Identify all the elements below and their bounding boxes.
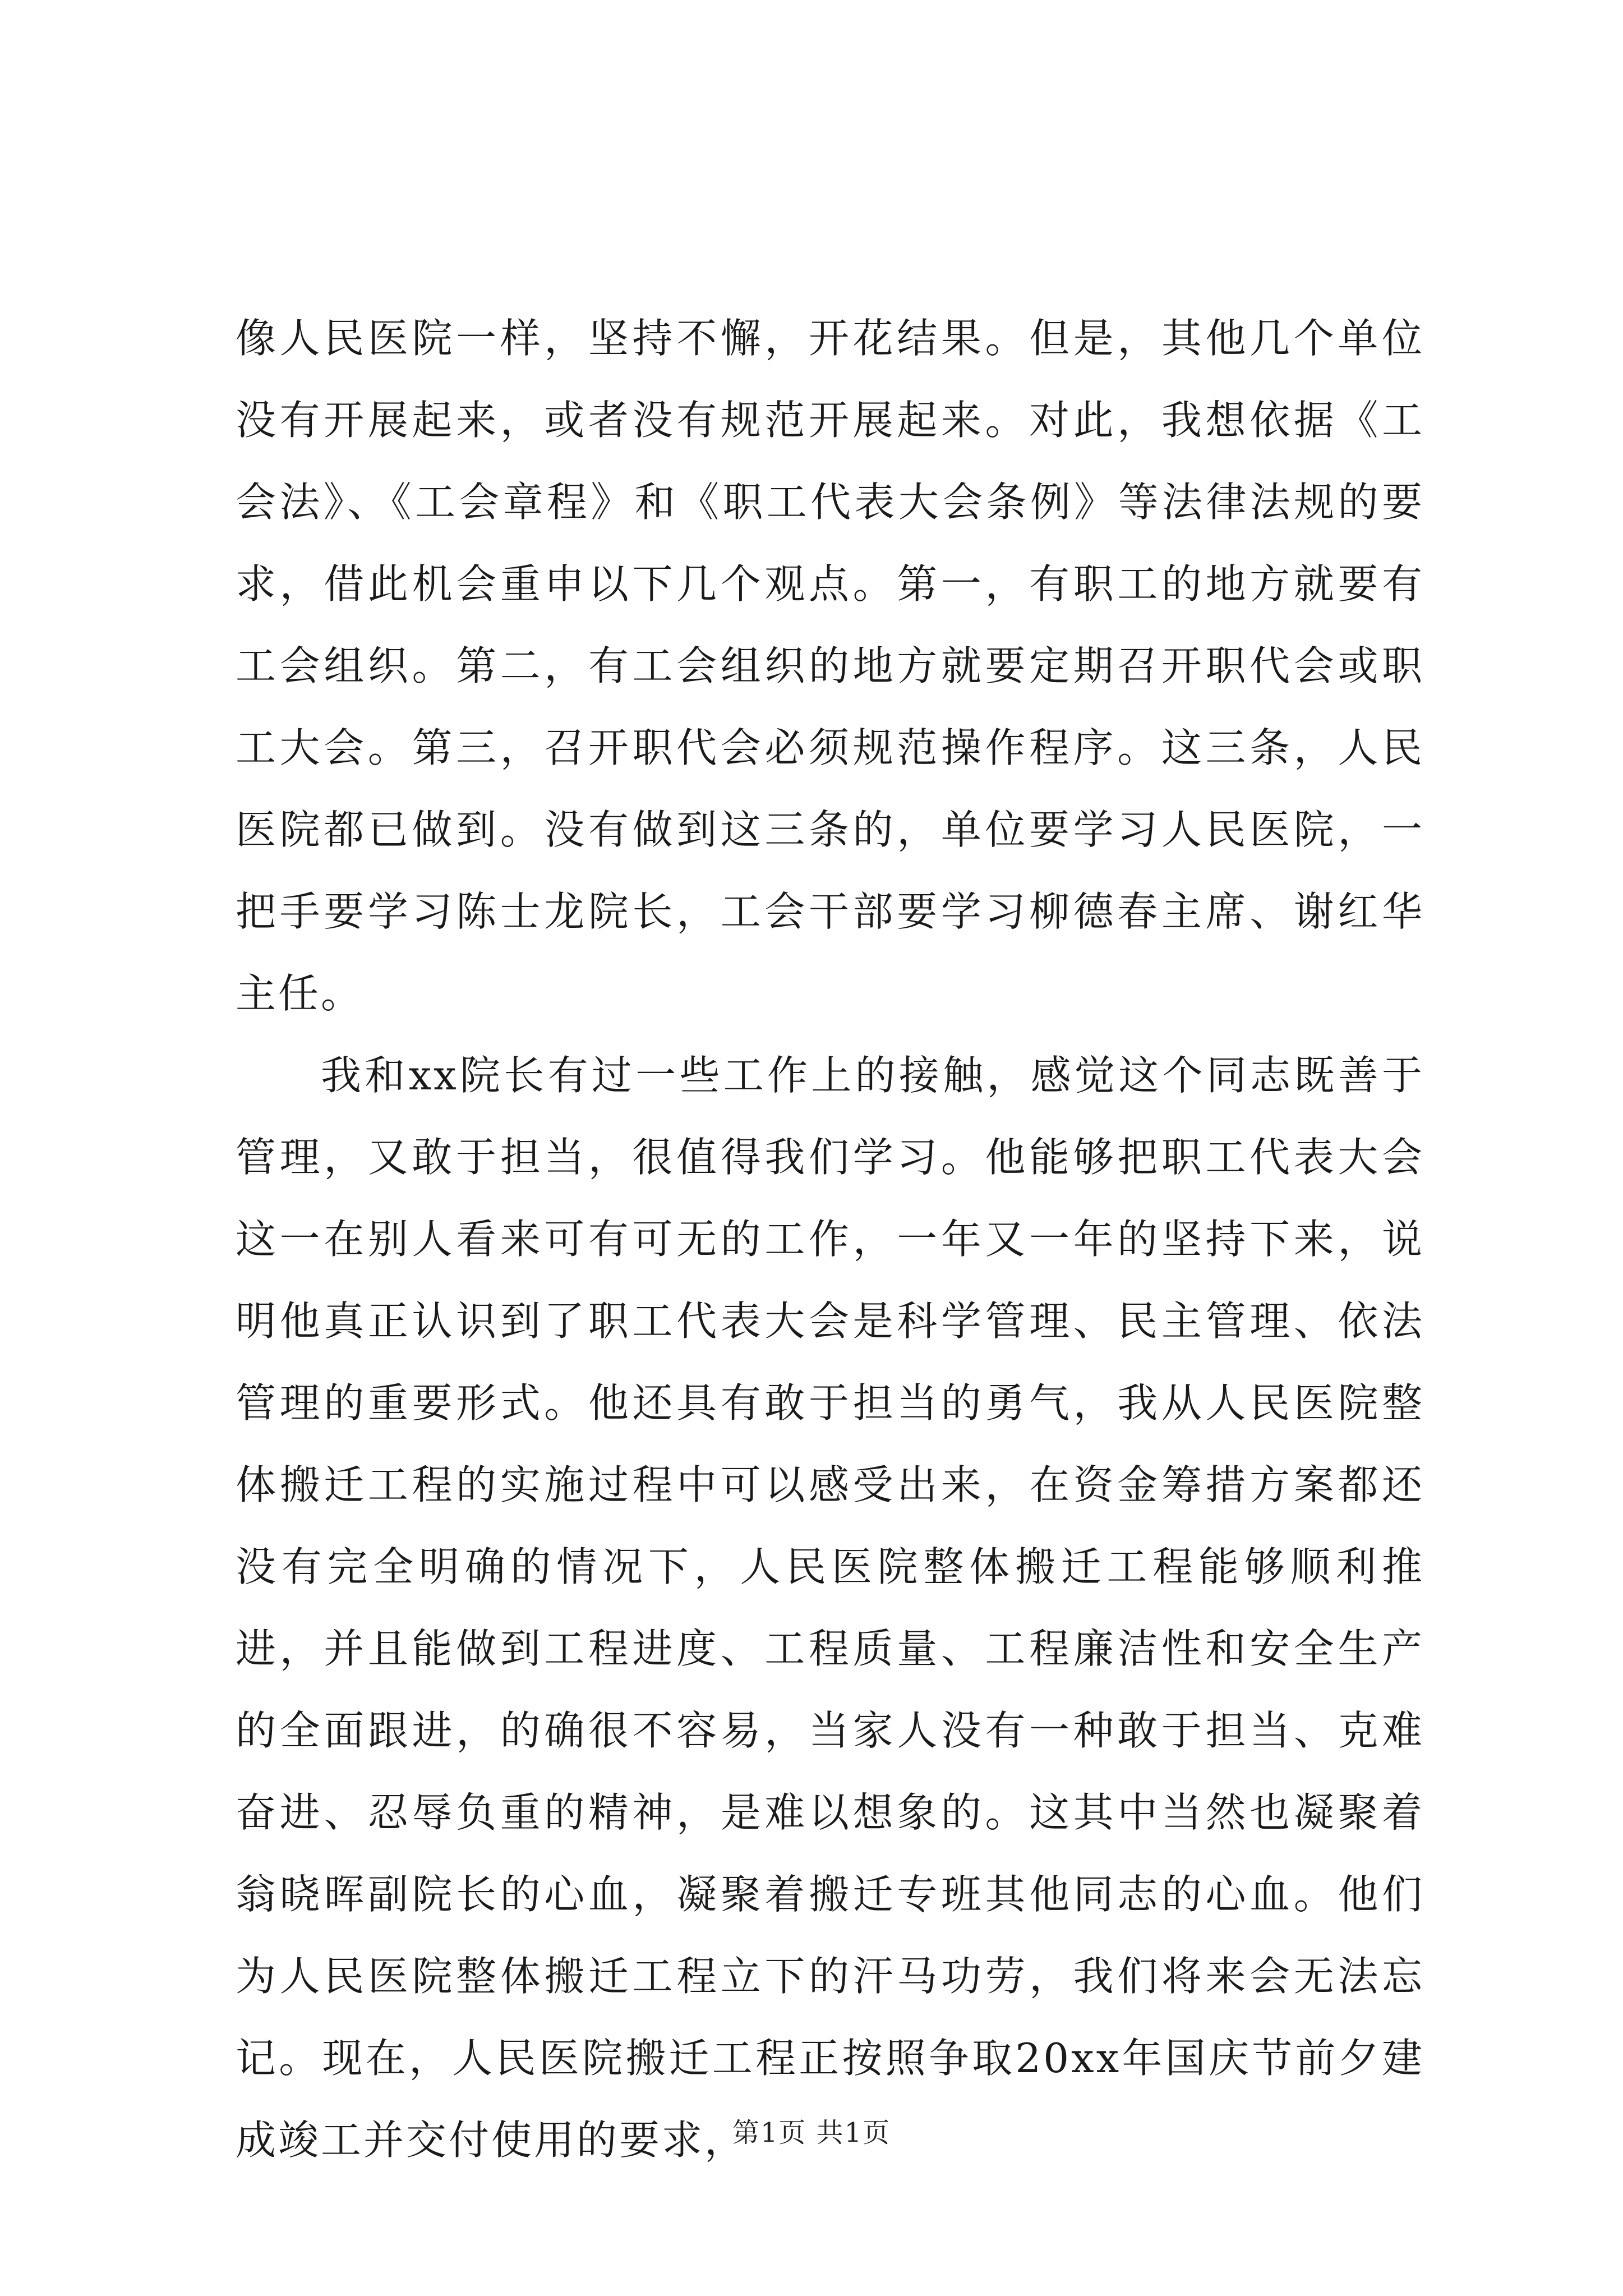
page-number-footer: 第1页 共1页 [732,2117,891,2148]
paragraph-2: 我和xx院长有过一些工作上的接触，感觉这个同志既善于管理，又敢于担当，很值得我们学习。他能够把职工代表大会这一在别人看来可有可无的工作，一年又一年的坚持下来，说明他真正认识到了职工代表大会是科学管理、民主管理、依法管理的重要形式。他还具有敢于担当的勇气，我从人民医院整体搬迁工程的实施过程中可以感受出来，在资金筹措方案都还没有完全明确的情况下，人民医院整体搬迁工程能够顺利推进，并且能做到工程进度、工程质量、工程廉洁性和安全生产的全面跟进，的确很不容易，当家人没有一种敢于担当、克难奋进、忍辱负重的精神，是难以想象的。这其中当然也凝聚着翁晓晖副院长的心血，凝聚着搬迁专班其他同志的心血。他们为人民医院整体搬迁工程立下的汗马功劳，我们将来会无法忘记。现在，人民医院搬迁工程正按照争取20xx年国庆节前夕建成竣工并交付使用的要求， [236,1052,1424,2164]
paragraph-1: 像人民医院一样，坚持不懈，开花结果。但是，其他几个单位没有开展起来，或者没有规范开展起来。对此，我想依据《工会法》、《工会章程》和《职工代表大会条例》等法律法规的要求，借此机会重申以下几个观点。第一，有职工的地方就要有工会组织。第二，有工会组织的地方就要定期召开职代会或职工大会。第三，召开职代会必须规范操作程序。这三条，人民医院都已做到。没有做到这三条的，单位要学习人民医院，一把手要学习陈士龙院长，工会干部要学习柳德春主席、谢红华主任。 [236,315,1424,1017]
document-body [236,297,1424,2181]
